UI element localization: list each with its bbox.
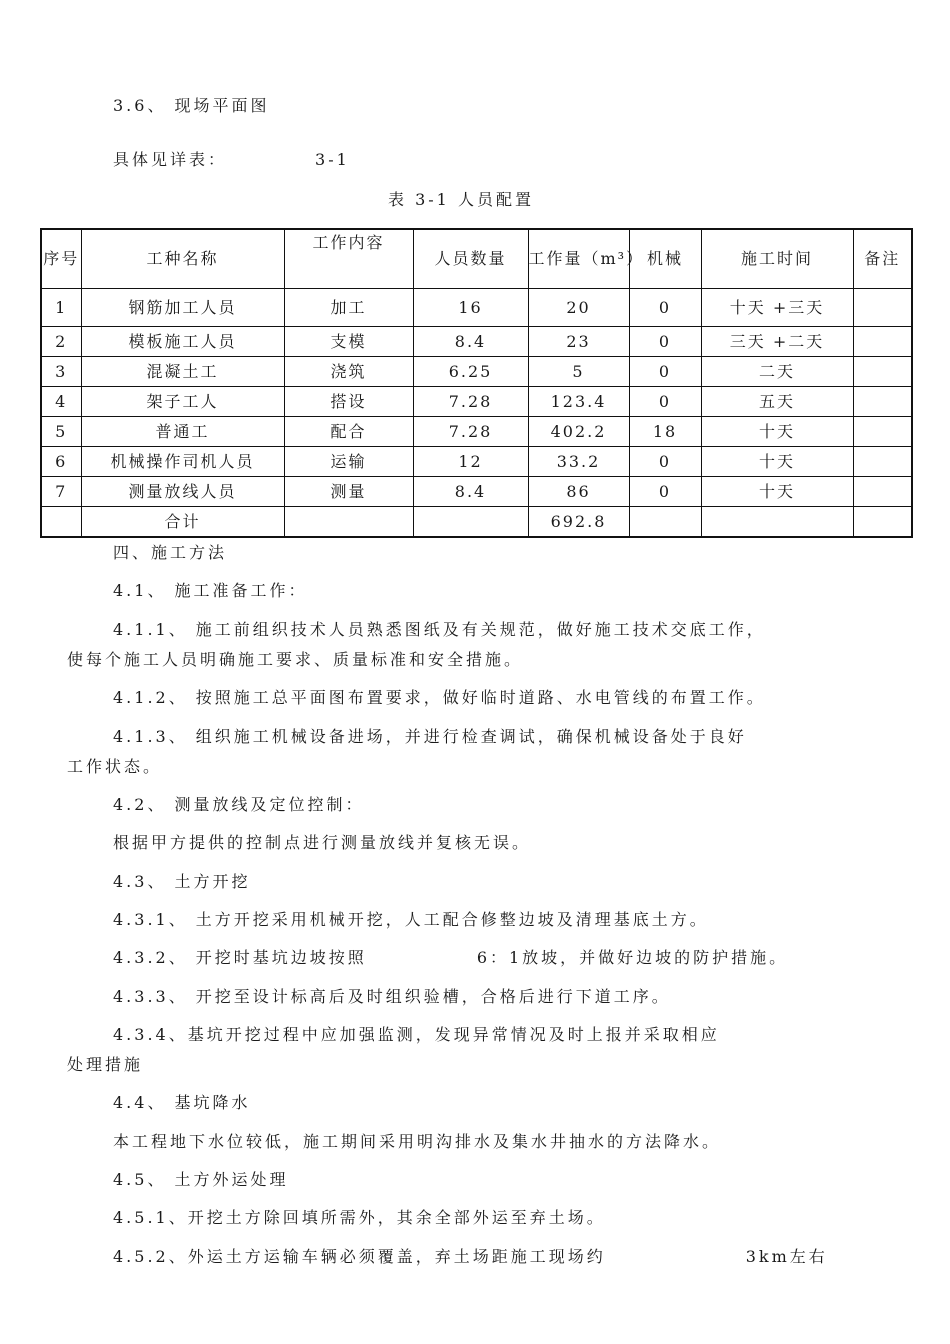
paragraph-4-5-2-start: 4.5.2、外运土方运输车辆必须覆盖，弃土场距施工现场约 xyxy=(113,1247,606,1266)
table-cell: 十天 +三天 xyxy=(701,289,853,327)
table-cell: 0 xyxy=(629,447,701,477)
table-cell: 7.28 xyxy=(413,387,528,417)
paragraph-4-1-3: 4.1.3、 组织施工机械设备进场，并进行检查调试，确保机械设备处于良好 xyxy=(113,727,747,746)
table-cell: 0 xyxy=(629,357,701,387)
table-cell: 0 xyxy=(629,289,701,327)
paragraph-4-5-2 xyxy=(113,1247,828,1267)
paragraph-4-2: 根据甲方提供的控制点进行测量放线并复核无误。 xyxy=(113,833,532,852)
table-row xyxy=(41,417,912,447)
paragraph-4-3-2-end: 6：1放坡，并做好边坡的防护措施。 xyxy=(476,948,789,967)
section-heading-4-4: 4.4、 基坑降水 xyxy=(113,1093,251,1112)
table-cell: 20 xyxy=(528,289,629,327)
header-cell: 施工时间 xyxy=(701,229,853,289)
paragraph-4-1-1: 4.1.1、 施工前组织技术人员熟悉图纸及有关规范，做好施工技术交底工作， xyxy=(113,620,766,639)
header-cell: 备注 xyxy=(853,229,912,289)
table-cell: 8.4 xyxy=(413,477,528,507)
table-cell: 6 xyxy=(41,447,81,477)
table-cell: 支模 xyxy=(284,327,413,357)
table-cell: 搭设 xyxy=(284,387,413,417)
table-cell: 402.2 xyxy=(528,417,629,447)
table-cell: 机械操作司机人员 xyxy=(81,447,284,477)
section-heading-4-3: 4.3、 土方开挖 xyxy=(113,872,251,891)
table-cell xyxy=(413,507,528,538)
table-cell: 二天 xyxy=(701,357,853,387)
table-cell: 测量放线人员 xyxy=(81,477,284,507)
table-reference-number: 3-1 xyxy=(315,150,350,169)
table-cell: 0 xyxy=(629,477,701,507)
section-heading-4-1: 4.1、 施工准备工作： xyxy=(113,581,308,600)
header-cell: 机械 xyxy=(629,229,701,289)
table-row xyxy=(41,327,912,357)
table-cell: 5 xyxy=(528,357,629,387)
table-row xyxy=(41,289,912,327)
staffing-table xyxy=(40,228,913,538)
table-cell: 86 xyxy=(528,477,629,507)
header-cell: 工作内容 xyxy=(284,229,413,289)
table-cell: 7 xyxy=(41,477,81,507)
header-cell: 工种名称 xyxy=(81,229,284,289)
table-cell: 十天 xyxy=(701,447,853,477)
table-header-row xyxy=(41,229,912,289)
section-heading-3-6: 3.6、 现场平面图 xyxy=(113,96,270,115)
table-cell: 2 xyxy=(41,327,81,357)
table-cell: 浇筑 xyxy=(284,357,413,387)
table-row xyxy=(41,477,912,507)
header-cell: 工作量（m³） xyxy=(528,229,629,289)
paragraph-4-3-3: 4.3.3、 开挖至设计标高后及时组织验槽，合格后进行下道工序。 xyxy=(113,987,671,1006)
paragraph-4-1-1-cont: 使每个施工人员明确施工要求、质量标准和安全措施。 xyxy=(67,650,524,669)
table-total-row xyxy=(41,507,912,538)
table-cell xyxy=(853,477,912,507)
table-cell: 18 xyxy=(629,417,701,447)
table-cell: 33.2 xyxy=(528,447,629,477)
table-cell: 5 xyxy=(41,417,81,447)
table-cell: 0 xyxy=(629,387,701,417)
table-cell: 十天 xyxy=(701,477,853,507)
table-cell xyxy=(853,327,912,357)
table-cell: 123.4 xyxy=(528,387,629,417)
table-row xyxy=(41,357,912,387)
table-cell: 6.25 xyxy=(413,357,528,387)
table-cell xyxy=(853,417,912,447)
section-heading-4-2: 4.2、 测量放线及定位控制： xyxy=(113,795,365,814)
paragraph-4-3-4: 4.3.4、基坑开挖过程中应加强监测，发现异常情况及时上报并采取相应 xyxy=(113,1025,720,1044)
table-cell xyxy=(853,289,912,327)
table-cell xyxy=(853,447,912,477)
paragraph-4-5-1: 4.5.1、开挖土方除回填所需外，其余全部外运至弃土场。 xyxy=(113,1208,606,1227)
table-cell: 23 xyxy=(528,327,629,357)
table-reference-text: 具体见详表： xyxy=(113,150,228,169)
paragraph-4-1-3-cont: 工作状态。 xyxy=(67,757,163,776)
paragraph-4-5-2-end: 3km左右 xyxy=(745,1247,828,1266)
table-cell: 1 xyxy=(41,289,81,327)
table-cell: 692.8 xyxy=(528,507,629,538)
paragraph-4-4: 本工程地下水位较低，施工期间采用明沟排水及集水井抽水的方法降水。 xyxy=(113,1132,722,1151)
table-cell: 三天 +二天 xyxy=(701,327,853,357)
table-row xyxy=(41,447,912,477)
table-cell: 加工 xyxy=(284,289,413,327)
table-cell: 模板施工人员 xyxy=(81,327,284,357)
table-cell: 合计 xyxy=(81,507,284,538)
table-cell xyxy=(284,507,413,538)
paragraph-4-3-2-start: 4.3.2、 开挖时基坑边坡按照 xyxy=(113,948,367,967)
table-cell: 8.4 xyxy=(413,327,528,357)
table-cell: 0 xyxy=(629,327,701,357)
table-cell xyxy=(41,507,81,538)
paragraph-4-3-4-cont: 处理措施 xyxy=(67,1055,144,1074)
table-caption: 表 3-1 人员配置 xyxy=(388,190,534,209)
paragraph-4-3-1: 4.3.1、 土方开挖采用机械开挖，人工配合修整边坡及清理基底土方。 xyxy=(113,910,709,929)
table-cell: 3 xyxy=(41,357,81,387)
table-cell xyxy=(853,387,912,417)
header-cell: 人员数量 xyxy=(413,229,528,289)
section-heading-4-5: 4.5、 土方外运处理 xyxy=(113,1170,289,1189)
paragraph-4-3-2 xyxy=(113,948,788,968)
table-cell: 16 xyxy=(413,289,528,327)
chapter-heading-4: 四、施工方法 xyxy=(113,543,228,562)
paragraph-4-1-2: 4.1.2、 按照施工总平面图布置要求，做好临时道路、水电管线的布置工作。 xyxy=(113,688,766,707)
table-cell: 五天 xyxy=(701,387,853,417)
table-cell xyxy=(853,357,912,387)
table-cell: 12 xyxy=(413,447,528,477)
table-row xyxy=(41,387,912,417)
table-cell: 十天 xyxy=(701,417,853,447)
header-cell: 序号 xyxy=(41,229,81,289)
table-cell: 4 xyxy=(41,387,81,417)
table-cell: 架子工人 xyxy=(81,387,284,417)
table-cell: 混凝土工 xyxy=(81,357,284,387)
table-cell: 配合 xyxy=(284,417,413,447)
table-cell: 钢筋加工人员 xyxy=(81,289,284,327)
table-cell xyxy=(853,507,912,538)
table-reference-line xyxy=(113,150,350,170)
table-cell: 普通工 xyxy=(81,417,284,447)
table-cell: 测量 xyxy=(284,477,413,507)
table-cell: 运输 xyxy=(284,447,413,477)
table-cell xyxy=(629,507,701,538)
table-cell: 7.28 xyxy=(413,417,528,447)
table-cell xyxy=(701,507,853,538)
